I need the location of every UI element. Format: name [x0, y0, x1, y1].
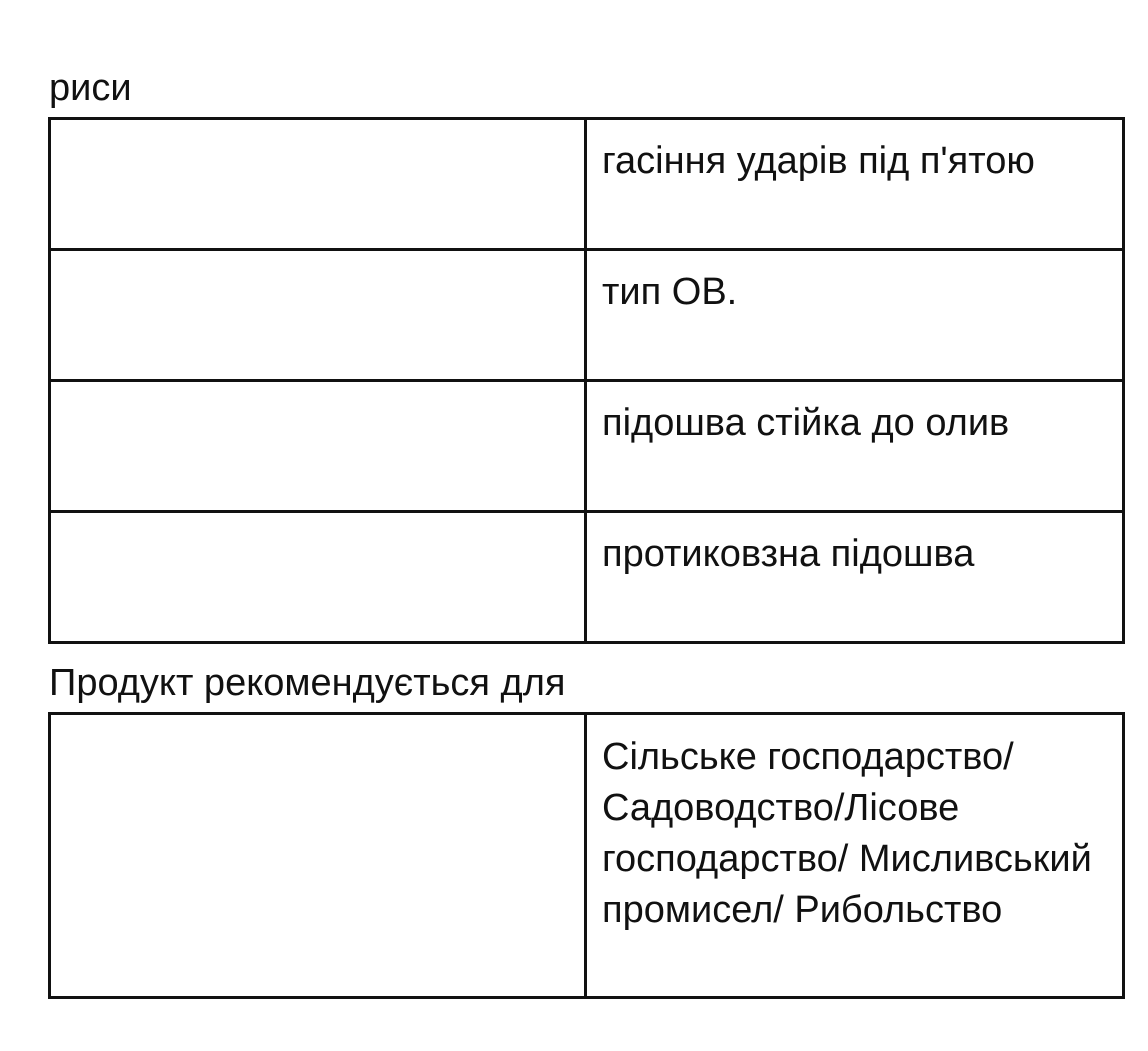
table-row	[50, 250, 1124, 381]
recommended-table	[48, 712, 1125, 999]
row-label-cell	[50, 250, 586, 381]
table-row	[50, 381, 1124, 512]
row-value: Сільське господарство/ Садоводство/Лісове господарство/ Мисливський промисел/ Рибольство	[602, 736, 1092, 931]
row-label-cell	[50, 714, 586, 998]
table-row	[50, 512, 1124, 643]
row-value: гасіння ударів під п'ятою	[602, 140, 1035, 182]
features-heading: риси	[49, 67, 132, 109]
row-label-cell	[50, 381, 586, 512]
row-value-cell	[586, 512, 1124, 643]
row-value-cell	[586, 714, 1124, 998]
row-label-cell	[50, 119, 586, 250]
table-row	[50, 714, 1124, 998]
row-value-cell	[586, 119, 1124, 250]
row-label	[51, 513, 584, 529]
row-value: протиковзна підошва	[602, 533, 975, 575]
recommended-heading: Продукт рекомендується для	[49, 662, 566, 704]
table-row	[50, 119, 1124, 250]
row-label	[51, 120, 584, 136]
row-value: тип OB.	[602, 271, 738, 313]
features-table	[48, 117, 1125, 644]
row-value: підошва стійка до олив	[602, 402, 1010, 444]
row-label	[51, 382, 584, 398]
row-label	[51, 251, 584, 267]
row-value-cell	[586, 250, 1124, 381]
row-label	[51, 715, 584, 732]
row-value-cell	[586, 381, 1124, 512]
row-label-cell	[50, 512, 586, 643]
